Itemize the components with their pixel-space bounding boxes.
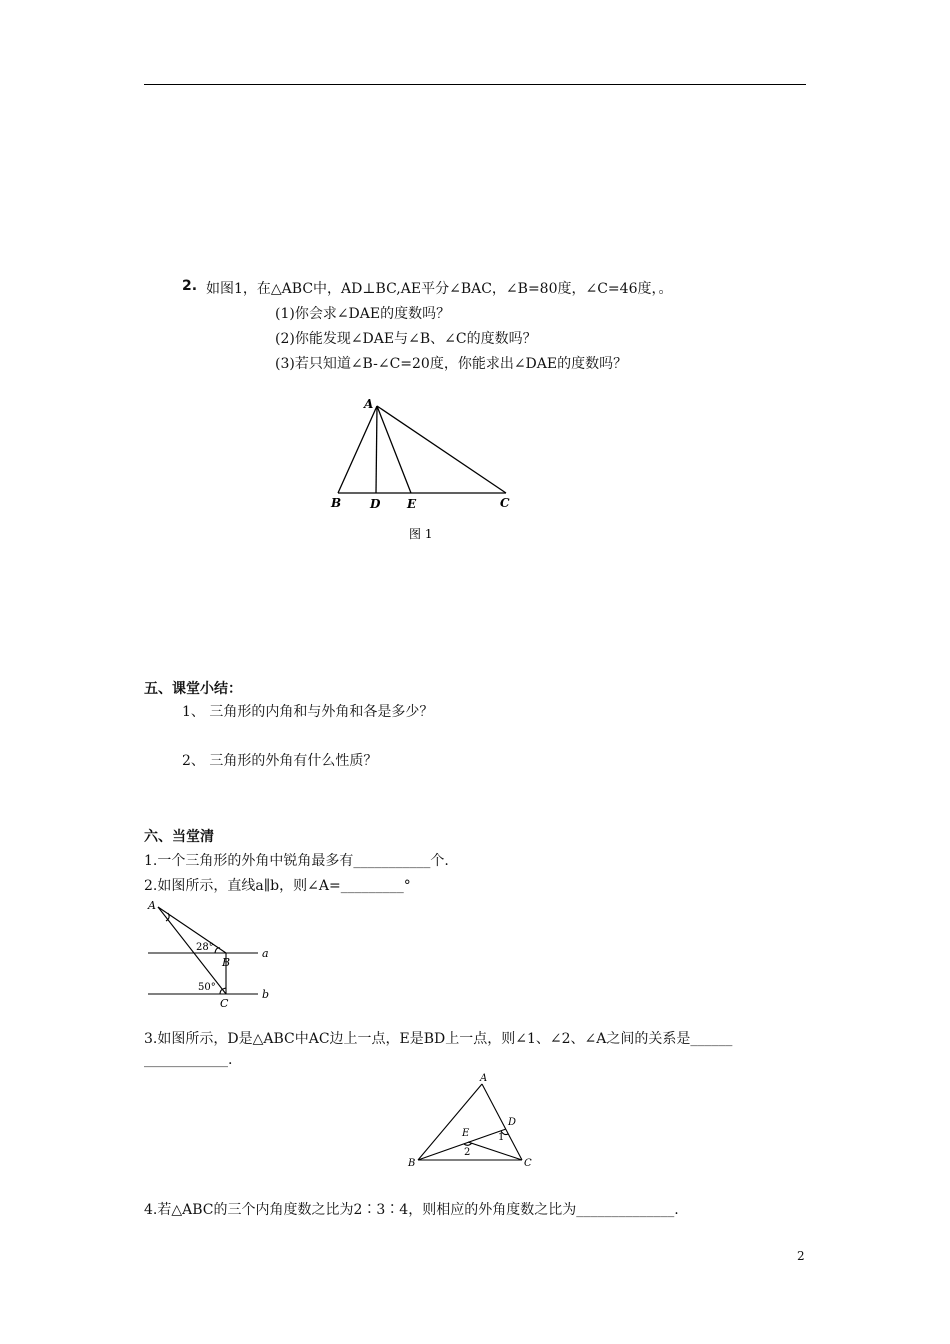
fig1-side-ab [338, 406, 377, 493]
practice-question-4: 4.若△ABC的三个内角度数之比为2∶3∶4，则相应的外角度数之比为______________. [144, 1202, 679, 1218]
fig3-label-c: C [524, 1158, 532, 1169]
question-2-number: 2. [182, 278, 198, 294]
fig1-side-ac [377, 406, 506, 493]
figure-3-triangle [400, 1068, 550, 1172]
question-2-sub-3: (3)若只知道∠B-∠C=20度，你能求出∠DAE的度数吗？ [275, 356, 628, 372]
fig2-angle-50: 50° [198, 982, 216, 993]
fig2-angle-28: 28° [196, 942, 214, 953]
summary-title: 五、课堂小结： [144, 681, 242, 697]
figure-1 [320, 390, 530, 550]
fig3-label-2: 2 [464, 1147, 471, 1158]
fig3-label-1: 1 [498, 1132, 505, 1143]
fig2-label-a-line: a [262, 947, 269, 960]
fig1-label-b: B [331, 496, 342, 510]
question-2-stem: 如图1，在△ABC中，AD⊥BC,AE平分∠BAC，∠B=80度，∠C=46度，。 [206, 281, 673, 297]
fig1-label-c: C [500, 496, 510, 510]
page-number: 2 [797, 1249, 805, 1263]
fig1-label-e: E [407, 497, 417, 511]
summary-item-1: 1、 三角形的内角和与外角和各是多少？ [182, 704, 434, 720]
practice-question-2: 2.如图所示，直线a∥b，则∠A=_________° [144, 878, 411, 894]
fig3-label-b: B [408, 1158, 416, 1169]
practice-question-1: 1.一个三角形的外角中锐角最多有___________个. [144, 853, 449, 869]
practice-question-3-line-2: ____________. [144, 1052, 233, 1068]
practice-title: 六、当堂清 [144, 829, 214, 845]
practice-question-3-line-1: 3.如图所示，D是△ABC中AC边上一点，E是BD上一点，则∠1、∠2、∠A之间的关系是______ [144, 1031, 733, 1047]
figure-2-parallel-lines [140, 895, 280, 1013]
header-rule [144, 84, 806, 85]
fig3-label-a: A [480, 1073, 488, 1084]
fig2-label-b-line: b [262, 988, 270, 1001]
question-2-sub-1: (1)你会求∠DAE的度数吗？ [275, 306, 451, 322]
summary-item-2: 2、 三角形的外角有什么性质？ [182, 753, 378, 769]
question-2-sub-2: (2)你能发现∠DAE与∠B、∠C的度数吗？ [275, 331, 537, 347]
fig2-label-b-point: B [222, 956, 231, 969]
fig3-label-e: E [462, 1128, 470, 1139]
fig1-caption: 图 1 [409, 527, 433, 541]
fig2-label-c-point: C [220, 997, 229, 1010]
fig2-label-a-point: A [148, 899, 156, 912]
fig1-bisector-ae [377, 406, 411, 493]
fig1-altitude-ad [376, 406, 377, 493]
fig3-label-d: D [508, 1117, 517, 1128]
fig1-label-d: D [370, 497, 381, 511]
fig1-label-a: A [364, 397, 374, 411]
